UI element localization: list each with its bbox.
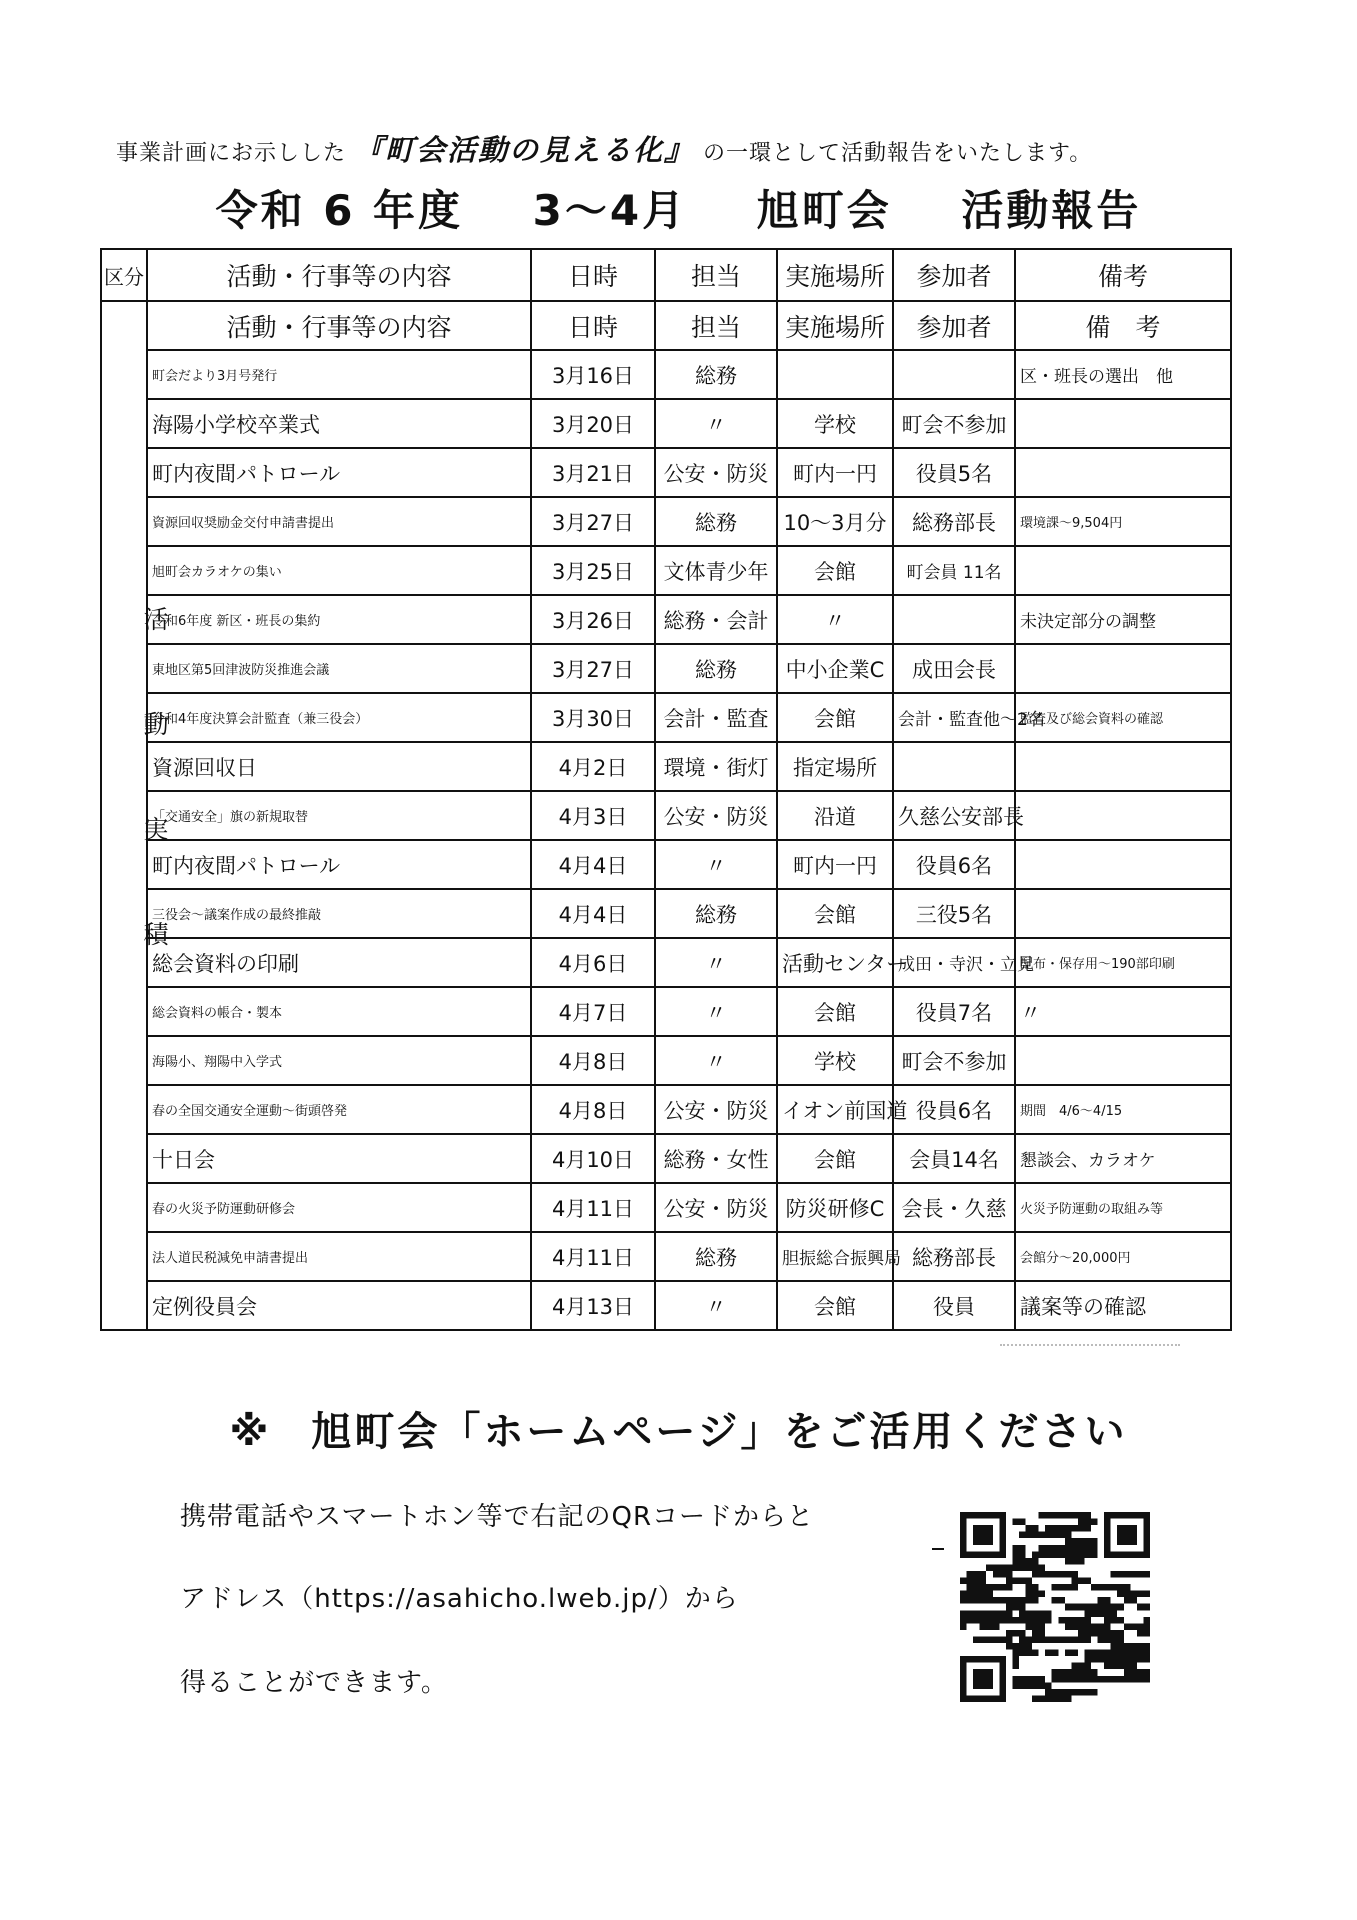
subheader-place: 実施場所 [777, 301, 893, 350]
cell-date: 3月30日 [531, 693, 655, 742]
table-row [101, 1134, 1231, 1183]
cell-date: 4月11日 [531, 1232, 655, 1281]
header-date: 日時 [531, 249, 655, 301]
cell-place: 沿道 [777, 791, 893, 840]
cell-notes: 配布・保存用～190部印刷 [1015, 938, 1231, 987]
intro-after: の一環として活動報告をいたします。 [703, 141, 1093, 166]
cell-charge: 〃 [655, 399, 777, 448]
cell-participants: 役員 [893, 1281, 1015, 1330]
cell-participants: 総務部長 [893, 1232, 1015, 1281]
margin-mark [932, 1548, 944, 1550]
table-row [101, 644, 1231, 693]
header-charge: 担当 [655, 249, 777, 301]
cell-date: 3月20日 [531, 399, 655, 448]
table-row [101, 840, 1231, 889]
cell-charge: 公安・防災 [655, 791, 777, 840]
cell-charge: 〃 [655, 1281, 777, 1330]
title-period: 3～4月 [532, 186, 688, 235]
cell-notes [1015, 889, 1231, 938]
title-era: 令和 6 年度 [215, 186, 464, 235]
cell-charge: 総務 [655, 497, 777, 546]
cell-place: 会館 [777, 889, 893, 938]
cell-place: 中小企業C [777, 644, 893, 693]
cell-charge: 〃 [655, 938, 777, 987]
instruction-line-1: 携帯電話やスマートホン等で右記のQRコードからと [180, 1502, 815, 1532]
cell-date: 4月7日 [531, 987, 655, 1036]
cell-content: 資源回収日 [147, 742, 531, 791]
cell-notes: 期間 4/6～4/15 [1015, 1085, 1231, 1134]
cell-participants: 会員14名 [893, 1134, 1015, 1183]
subheader-notes: 備 考 [1015, 301, 1231, 350]
cell-participants [893, 595, 1015, 644]
cell-participants: 成田・寺沢・立見 [893, 938, 1015, 987]
subheader-content: 活動・行事等の内容 [147, 301, 531, 350]
title-label: 活動報告 [961, 186, 1142, 235]
cell-notes [1015, 840, 1231, 889]
cell-participants: 総務部長 [893, 497, 1015, 546]
cell-content: 町内夜間パトロール [147, 840, 531, 889]
table-body [101, 301, 1231, 1330]
cell-place: 活動センター [777, 938, 893, 987]
cell-participants: 会計・監査他～2名 [893, 693, 1015, 742]
instruction-line-3: 得ることができます。 [180, 1668, 448, 1698]
cell-content: 海陽小学校卒業式 [147, 399, 531, 448]
cell-notes: 火災予防運動の取組み等 [1015, 1183, 1231, 1232]
table-row [101, 987, 1231, 1036]
cell-place: 会館 [777, 546, 893, 595]
cell-participants: 役員5名 [893, 448, 1015, 497]
cell-place: 〃 [777, 595, 893, 644]
table-row [101, 938, 1231, 987]
cell-participants: 久慈公安部長 [893, 791, 1015, 840]
cell-place: 町内一円 [777, 840, 893, 889]
cell-place: 町内一円 [777, 448, 893, 497]
title-org: 旭町会 [756, 186, 892, 235]
cell-notes: 懇談会、カラオケ [1015, 1134, 1231, 1183]
cell-place: 学校 [777, 1036, 893, 1085]
reference-mark: ※ [229, 1409, 272, 1455]
table-header-row [101, 249, 1231, 301]
cell-participants: 町会不参加 [893, 1036, 1015, 1085]
cell-date: 4月2日 [531, 742, 655, 791]
cell-participants: 三役5名 [893, 889, 1015, 938]
cell-content: 令和4年度決算会計監査（兼三役会） [147, 693, 531, 742]
table-row [101, 448, 1231, 497]
cell-notes [1015, 1036, 1231, 1085]
cell-date: 4月10日 [531, 1134, 655, 1183]
page-title [0, 178, 1357, 238]
cell-notes [1015, 791, 1231, 840]
intro-emphasis: 『町会活動の見える化』 [354, 133, 696, 167]
cell-charge: 公安・防災 [655, 1183, 777, 1232]
category-label: 活動実積 [101, 301, 147, 1330]
cell-content: 「交通安全」旗の新規取替 [147, 791, 531, 840]
cell-charge: 総務 [655, 889, 777, 938]
cell-content: 三役会～議案作成の最終推敲 [147, 889, 531, 938]
cell-content: 令和6年度 新区・班長の集約 [147, 595, 531, 644]
cell-participants: 役員6名 [893, 840, 1015, 889]
header-place: 実施場所 [777, 249, 893, 301]
cell-content: 定例役員会 [147, 1281, 531, 1330]
cell-date: 4月4日 [531, 840, 655, 889]
cell-participants: 役員6名 [893, 1085, 1015, 1134]
cell-content: 春の全国交通安全運動～街頭啓発 [147, 1085, 531, 1134]
activity-report-table [100, 248, 1232, 1331]
instruction-line-2[interactable]: アドレス（https://asahicho.lweb.jp/）から [180, 1584, 739, 1614]
subheader-charge: 担当 [655, 301, 777, 350]
intro-before: 事業計画にお示しした [116, 141, 347, 166]
cell-notes [1015, 644, 1231, 693]
qr-code-icon[interactable] [960, 1512, 1150, 1702]
cell-notes [1015, 399, 1231, 448]
intro-text [116, 128, 1092, 169]
cell-place: 胆振総合振興局 [777, 1232, 893, 1281]
cell-charge: 公安・防災 [655, 1085, 777, 1134]
cell-date: 4月6日 [531, 938, 655, 987]
cell-charge: 総務・女性 [655, 1134, 777, 1183]
table-row [101, 1232, 1231, 1281]
cell-notes: 〃 [1015, 987, 1231, 1036]
cell-notes: 会館分～20,000円 [1015, 1232, 1231, 1281]
cell-date: 3月16日 [531, 350, 655, 399]
cell-date: 3月27日 [531, 497, 655, 546]
notice-text: 旭町会「ホームページ」をご活用ください [311, 1409, 1128, 1455]
header-participants: 参加者 [893, 249, 1015, 301]
cell-charge: 〃 [655, 1036, 777, 1085]
cell-date: 4月4日 [531, 889, 655, 938]
cell-date: 4月8日 [531, 1036, 655, 1085]
cell-participants: 役員7名 [893, 987, 1015, 1036]
cell-charge: 〃 [655, 840, 777, 889]
cell-notes [1015, 742, 1231, 791]
cell-place: 防災研修C [777, 1183, 893, 1232]
subheader-participants: 参加者 [893, 301, 1015, 350]
cell-charge: 総務・会計 [655, 595, 777, 644]
cell-charge: 文体青少年 [655, 546, 777, 595]
table-row [101, 546, 1231, 595]
cell-date: 3月21日 [531, 448, 655, 497]
cell-place: 学校 [777, 399, 893, 448]
cell-content: 海陽小、翔陽中入学式 [147, 1036, 531, 1085]
cell-content: 東地区第5回津波防災推進会議 [147, 644, 531, 693]
header-category: 区分 [101, 249, 147, 301]
cell-place: 会館 [777, 693, 893, 742]
divider [1000, 1344, 1180, 1346]
cell-notes: 環境課～9,504円 [1015, 497, 1231, 546]
cell-place: 会館 [777, 987, 893, 1036]
cell-date: 4月8日 [531, 1085, 655, 1134]
cell-charge: 総務 [655, 644, 777, 693]
cell-charge: 環境・街灯 [655, 742, 777, 791]
table-row [101, 1281, 1231, 1330]
table-subheader-row [101, 301, 1231, 350]
cell-content: 総会資料の帳合・製本 [147, 987, 531, 1036]
cell-charge: 総務 [655, 350, 777, 399]
table-row [101, 742, 1231, 791]
cell-charge: 会計・監査 [655, 693, 777, 742]
cell-content: 町内夜間パトロール [147, 448, 531, 497]
cell-date: 3月27日 [531, 644, 655, 693]
cell-participants: 会長・久慈 [893, 1183, 1015, 1232]
header-content: 活動・行事等の内容 [147, 249, 531, 301]
cell-place [777, 350, 893, 399]
cell-notes [1015, 448, 1231, 497]
cell-date: 4月11日 [531, 1183, 655, 1232]
cell-participants [893, 742, 1015, 791]
cell-notes: 監査及び総会資料の確認 [1015, 693, 1231, 742]
homepage-notice [0, 1400, 1357, 1457]
table-row [101, 693, 1231, 742]
cell-notes: 区・班長の選出 他 [1015, 350, 1231, 399]
cell-content: 法人道民税減免申請書提出 [147, 1232, 531, 1281]
cell-date: 4月3日 [531, 791, 655, 840]
cell-content: 町会だより3月号発行 [147, 350, 531, 399]
cell-notes [1015, 546, 1231, 595]
cell-place: 10～3月分 [777, 497, 893, 546]
table-row [101, 889, 1231, 938]
cell-place: 会館 [777, 1281, 893, 1330]
cell-participants [893, 350, 1015, 399]
table-row [101, 399, 1231, 448]
cell-place: イオン前国道 [777, 1085, 893, 1134]
cell-notes: 議案等の確認 [1015, 1281, 1231, 1330]
cell-date: 4月13日 [531, 1281, 655, 1330]
cell-participants: 町会不参加 [893, 399, 1015, 448]
table-row [101, 595, 1231, 644]
cell-participants: 町会員 11名 [893, 546, 1015, 595]
cell-content: 十日会 [147, 1134, 531, 1183]
table-row [101, 1036, 1231, 1085]
cell-charge: 公安・防災 [655, 448, 777, 497]
cell-place: 指定場所 [777, 742, 893, 791]
cell-participants: 成田会長 [893, 644, 1015, 693]
cell-place: 会館 [777, 1134, 893, 1183]
cell-date: 3月26日 [531, 595, 655, 644]
cell-charge: 〃 [655, 987, 777, 1036]
cell-notes: 未決定部分の調整 [1015, 595, 1231, 644]
cell-date: 3月25日 [531, 546, 655, 595]
cell-content: 春の火災予防運動研修会 [147, 1183, 531, 1232]
cell-charge: 総務 [655, 1232, 777, 1281]
subheader-date: 日時 [531, 301, 655, 350]
table-row [101, 1085, 1231, 1134]
cell-content: 資源回収奨励金交付申請書提出 [147, 497, 531, 546]
cell-content: 総会資料の印刷 [147, 938, 531, 987]
table-row [101, 497, 1231, 546]
header-notes: 備考 [1015, 249, 1231, 301]
table-row [101, 791, 1231, 840]
table-row [101, 350, 1231, 399]
table-row [101, 1183, 1231, 1232]
cell-content: 旭町会カラオケの集い [147, 546, 531, 595]
